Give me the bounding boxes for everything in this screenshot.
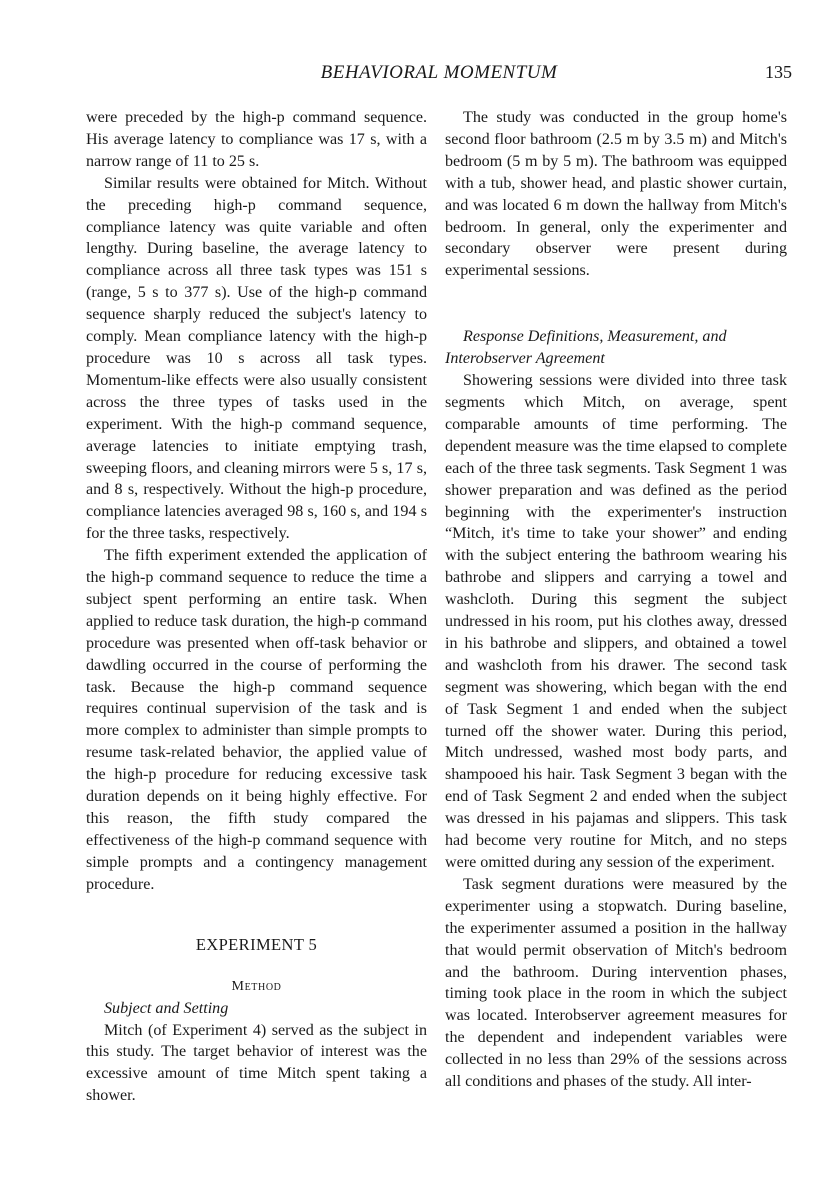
spacer: [445, 304, 787, 326]
paragraph-setting: The study was conducted in the group home's second floor bathroom (2.5 m by 3.5 m) and Mitch's bedroom (5 m by 5 m). The bathroom was equipped with a tub, shower head, and plastic shower curtain, and was located 6 m down the hallway from Mitch's bedroom. In general, only the experimenter and secondary observer were present during experimental sessions.: [445, 109, 787, 280]
paragraph-task-durations: Task segment durations were measured by the experimenter using a stopwatch. During baseline, the experimenter assumed a position in the hallway that would permit observation of Mitch's bedroom and the bathroom. During intervention phases, timing took place in the room in which the subject was located. Interobserver agreement measures for the dependent and independent variables were collected in no less than 29% of the sessions across all conditions and phases of the study. All inter-: [445, 875, 787, 1091]
page-header: [86, 62, 792, 88]
right-column: [445, 107, 787, 1093]
response-definitions-heading: Response Definitions, Measurement, and Interobserver Agreement: [445, 328, 727, 368]
method-heading: Method: [231, 978, 282, 994]
paragraph-showering-sessions: Showering sessions were divided into three task segments which Mitch, on average, spent comparable amounts of time performing. The dependent measure was the time elapsed to complete each of the three task segments. Task Segment 1 was shower preparation and was defined as the period beginning with the experimenter's instruction “Mitch, it's time to take your shower” and ending with the subject entering the bathroom wearing his bathrobe and slippers and carrying a towel and washcloth. During this segment the subject undressed in his room, put his clothes away, dressed in his bathrobe and slippers, and obtained a towel and washcloth from his drawer. The second task segment was showering, which began with the end of Task Segment 1 and ended when the subject turned off the shower water. During this period, Mitch undressed, washed most body parts, and shampooed his hair. Task Segment 3 began with the end of Task Segment 2 and ended when the subject was dressed in his pajamas and slippers. This task had become very routine for Mitch, and no steps were omitted during any session of the experiment.: [445, 372, 787, 871]
running-title: BEHAVIORAL MOMENTUM: [320, 62, 558, 83]
paragraph-continued: were preceded by the high-p command sequence. His average latency to compliance was 17 s, with a narrow range of 11 to 25 s.: [86, 109, 427, 170]
paragraph-subject: Mitch (of Experiment 4) served as the subject in this study. The target behavior of interest was the excessive amount of time Mitch spent taking a shower.: [86, 1021, 427, 1105]
section-heading-experiment-5: EXPERIMENT 5: [195, 934, 318, 954]
subject-setting-heading: Subject and Setting: [104, 999, 229, 1017]
paragraph-fifth-experiment: The fifth experiment extended the application of the high-p command sequence to reduce the time a subject spent performing an entire task. When applied to reduce task duration, the high-p command procedure was presented when off-task behavior or dawdling occurred in the course of performing the task. Because the high-p command sequence requires continual supervision of the task and is more complex to administer than simple prompts to resume task-related behavior, the applied value of the high-p procedure for reducing excessive task duration depends on it being highly effective. For this reason, the fifth study compared the effectiveness of the high-p command sequence with simple prompts and a contingency management procedure.: [86, 547, 427, 893]
paragraph-mitch-results: Similar results were obtained for Mitch. Without the preceding high-p command sequence, compliance latency was quite variable and often lengthy. During baseline, the average latency to compliance across all three task types was 151 s (range, 5 s to 377 s). Use of the high-p command sequence sharply reduced the subject's latency to comply. Mean compliance latency with the high-p procedure was 10 s across all task types. Momentum-like effects were also usually consistent across the three types of tasks used in the experiment. With the high-p command sequence, average latencies to initiate emptying trash, sweeping floors, and cleaning mirrors were 5 s, 17 s, and 8 s, respectively. Without the high-p procedure, compliance latencies averaged 98 s, 160 s, and 194 s for the three tasks, respectively.: [86, 174, 427, 543]
page-number: 135: [765, 62, 792, 82]
left-column: [86, 107, 427, 1107]
